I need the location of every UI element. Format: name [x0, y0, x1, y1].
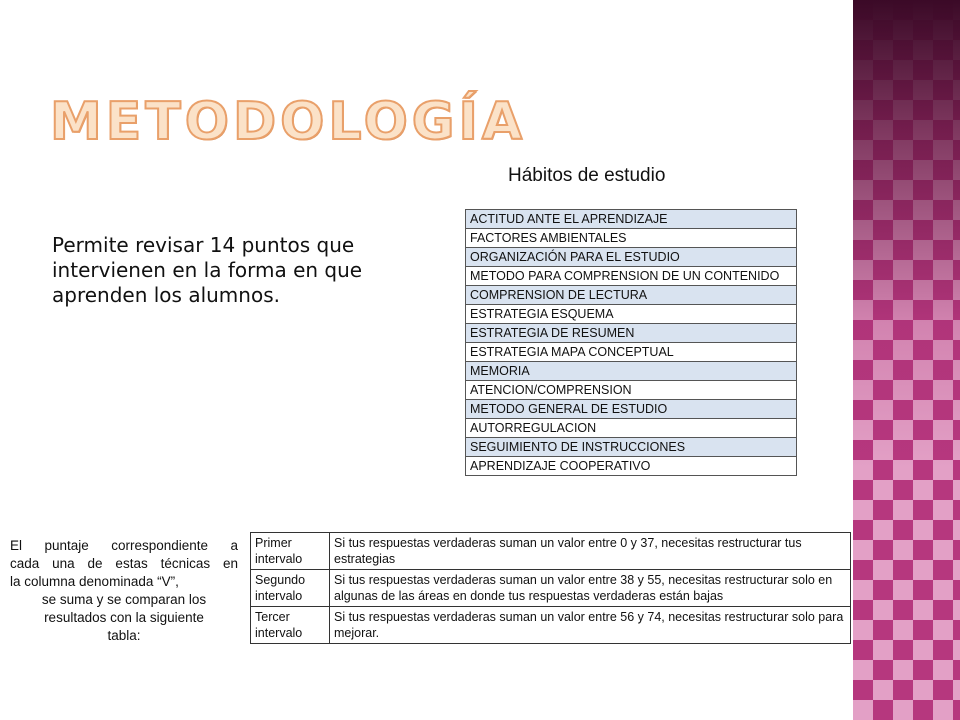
- decorative-strip-shade: [853, 0, 960, 720]
- note-line: El puntaje correspondiente a: [10, 538, 238, 553]
- note-line: tabla:: [107, 628, 141, 643]
- habit-cell: ORGANIZACIÓN PARA EL ESTUDIO: [466, 248, 797, 267]
- note-line: cada una de estas técnicas en: [10, 556, 238, 571]
- table-row: [466, 210, 797, 229]
- habit-cell: METODO PARA COMPRENSION DE UN CONTENIDO: [466, 267, 797, 286]
- table-row: [251, 533, 851, 570]
- intervals-table: [250, 532, 851, 644]
- interval-label: Primer intervalo: [251, 533, 330, 570]
- interval-text: Si tus respuestas verdaderas suman un valor entre 56 y 74, necesitas restructurar solo para mejorar.: [330, 607, 851, 644]
- interval-text: Si tus respuestas verdaderas suman un valor entre 38 y 55, necesitas restructurar solo en algunas de las áreas en donde tus respuestas verdaderas están bajas: [330, 570, 851, 607]
- slide-title: METODOLOGÍA: [50, 92, 527, 152]
- scoring-note: [10, 537, 238, 645]
- table-row: [466, 381, 797, 400]
- habit-cell: SEGUIMIENTO DE INSTRUCCIONES: [466, 438, 797, 457]
- table-row: [466, 362, 797, 381]
- table-row: [466, 343, 797, 362]
- interval-text: Si tus respuestas verdaderas suman un valor entre 0 y 37, necesitas restructurar tus estrategias: [330, 533, 851, 570]
- habit-cell: COMPRENSION DE LECTURA: [466, 286, 797, 305]
- table-row: [466, 457, 797, 476]
- habit-cell: ESTRATEGIA MAPA CONCEPTUAL: [466, 343, 797, 362]
- interval-label: Segundo intervalo: [251, 570, 330, 607]
- habit-cell: AUTORREGULACION: [466, 419, 797, 438]
- table-row: [466, 400, 797, 419]
- habit-cell: ESTRATEGIA ESQUEMA: [466, 305, 797, 324]
- habit-cell: ATENCION/COMPRENSION: [466, 381, 797, 400]
- table-row: [466, 419, 797, 438]
- table-row: [251, 607, 851, 644]
- table-row: [466, 305, 797, 324]
- interval-label: Tercer intervalo: [251, 607, 330, 644]
- table-row: [466, 248, 797, 267]
- note-line: resultados con la siguiente: [44, 610, 204, 625]
- table-row: [466, 438, 797, 457]
- habit-cell: METODO GENERAL DE ESTUDIO: [466, 400, 797, 419]
- habit-cell: APRENDIZAJE COOPERATIVO: [466, 457, 797, 476]
- habit-cell: ACTITUD ANTE EL APRENDIZAJE: [466, 210, 797, 229]
- habit-cell: MEMORIA: [466, 362, 797, 381]
- table-row: [466, 286, 797, 305]
- table-row: [466, 229, 797, 248]
- habits-table: [465, 209, 797, 476]
- table-row: [251, 570, 851, 607]
- intro-text: Permite revisar 14 puntos que intervienen en la forma en que aprenden los alumnos.: [52, 233, 363, 307]
- table-row: [466, 324, 797, 343]
- habits-heading: Hábitos de estudio: [508, 165, 666, 186]
- table-row: [466, 267, 797, 286]
- habit-cell: ESTRATEGIA DE RESUMEN: [466, 324, 797, 343]
- note-line: la columna denominada “V”,: [10, 574, 179, 589]
- note-line: se suma y se comparan los: [41, 592, 207, 607]
- habit-cell: FACTORES AMBIENTALES: [466, 229, 797, 248]
